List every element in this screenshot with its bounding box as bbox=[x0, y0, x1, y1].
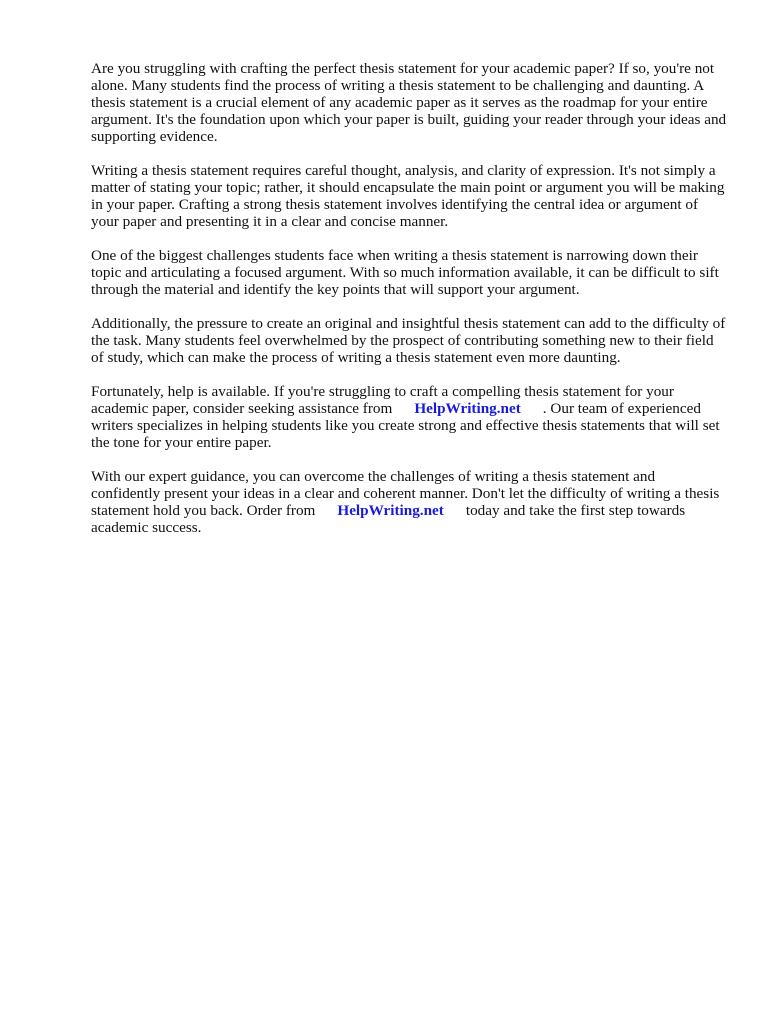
paragraph-challenges: One of the biggest challenges students face when writing a thesis statement is narrowing down their topic and articulating a focused argument. With so much information available, it can be difficult to sift through the material and identify the key points that will support your argument. bbox=[91, 247, 719, 298]
paragraph-help-text-before: Fortunately, help is available. If you're struggling to craft a compelling thesis statement for your academic paper, consider seeking assistance from bbox=[91, 383, 674, 417]
paragraph-closing-text-before: With our expert guidance, you can overcome the challenges of writing a thesis statement and confidently present your ideas in a clear and coherent manner. Don't let the difficulty of writing a thesis statement hold you back. Order from bbox=[91, 468, 720, 519]
paragraph-pressure: Additionally, the pressure to create an original and insightful thesis statement can add to the difficulty of the task. Many students feel overwhelmed by the prospect of contributing something new to their field of study, which can make the process of writing a thesis statement even more daunting. bbox=[91, 315, 726, 366]
helpwriting-link-1[interactable]: HelpWriting.net bbox=[414, 400, 521, 417]
paragraph-help-text-after: . Our team of experienced writers specializes in helping students like you create strong and effective thesis statements that will set the tone for your entire paper. bbox=[91, 400, 720, 451]
helpwriting-link-2[interactable]: HelpWriting.net bbox=[337, 502, 444, 519]
paragraph-closing-text-after: today and take the first step towards academic success. bbox=[91, 502, 686, 536]
paragraph-requirements: Writing a thesis statement requires careful thought, analysis, and clarity of expression. It's not simply a matter of stating your topic; rather, it should encapsulate the main point or argument you will be making in your paper. Crafting a strong thesis statement involves identifying the central idea or argument of your paper and presenting it in a clear and concise manner. bbox=[91, 162, 725, 230]
paragraph-closing bbox=[91, 468, 727, 536]
document-page bbox=[91, 60, 727, 553]
paragraph-intro: Are you struggling with crafting the perfect thesis statement for your academic paper? If so, you're not alone. Many students find the process of writing a thesis statement to be challenging and daunting. A thesis statement is a crucial element of any academic paper as it serves as the roadmap for your entire argument. It's the foundation upon which your paper is built, guiding your reader through your ideas and supporting evidence. bbox=[91, 60, 727, 145]
paragraph-help bbox=[91, 383, 727, 451]
